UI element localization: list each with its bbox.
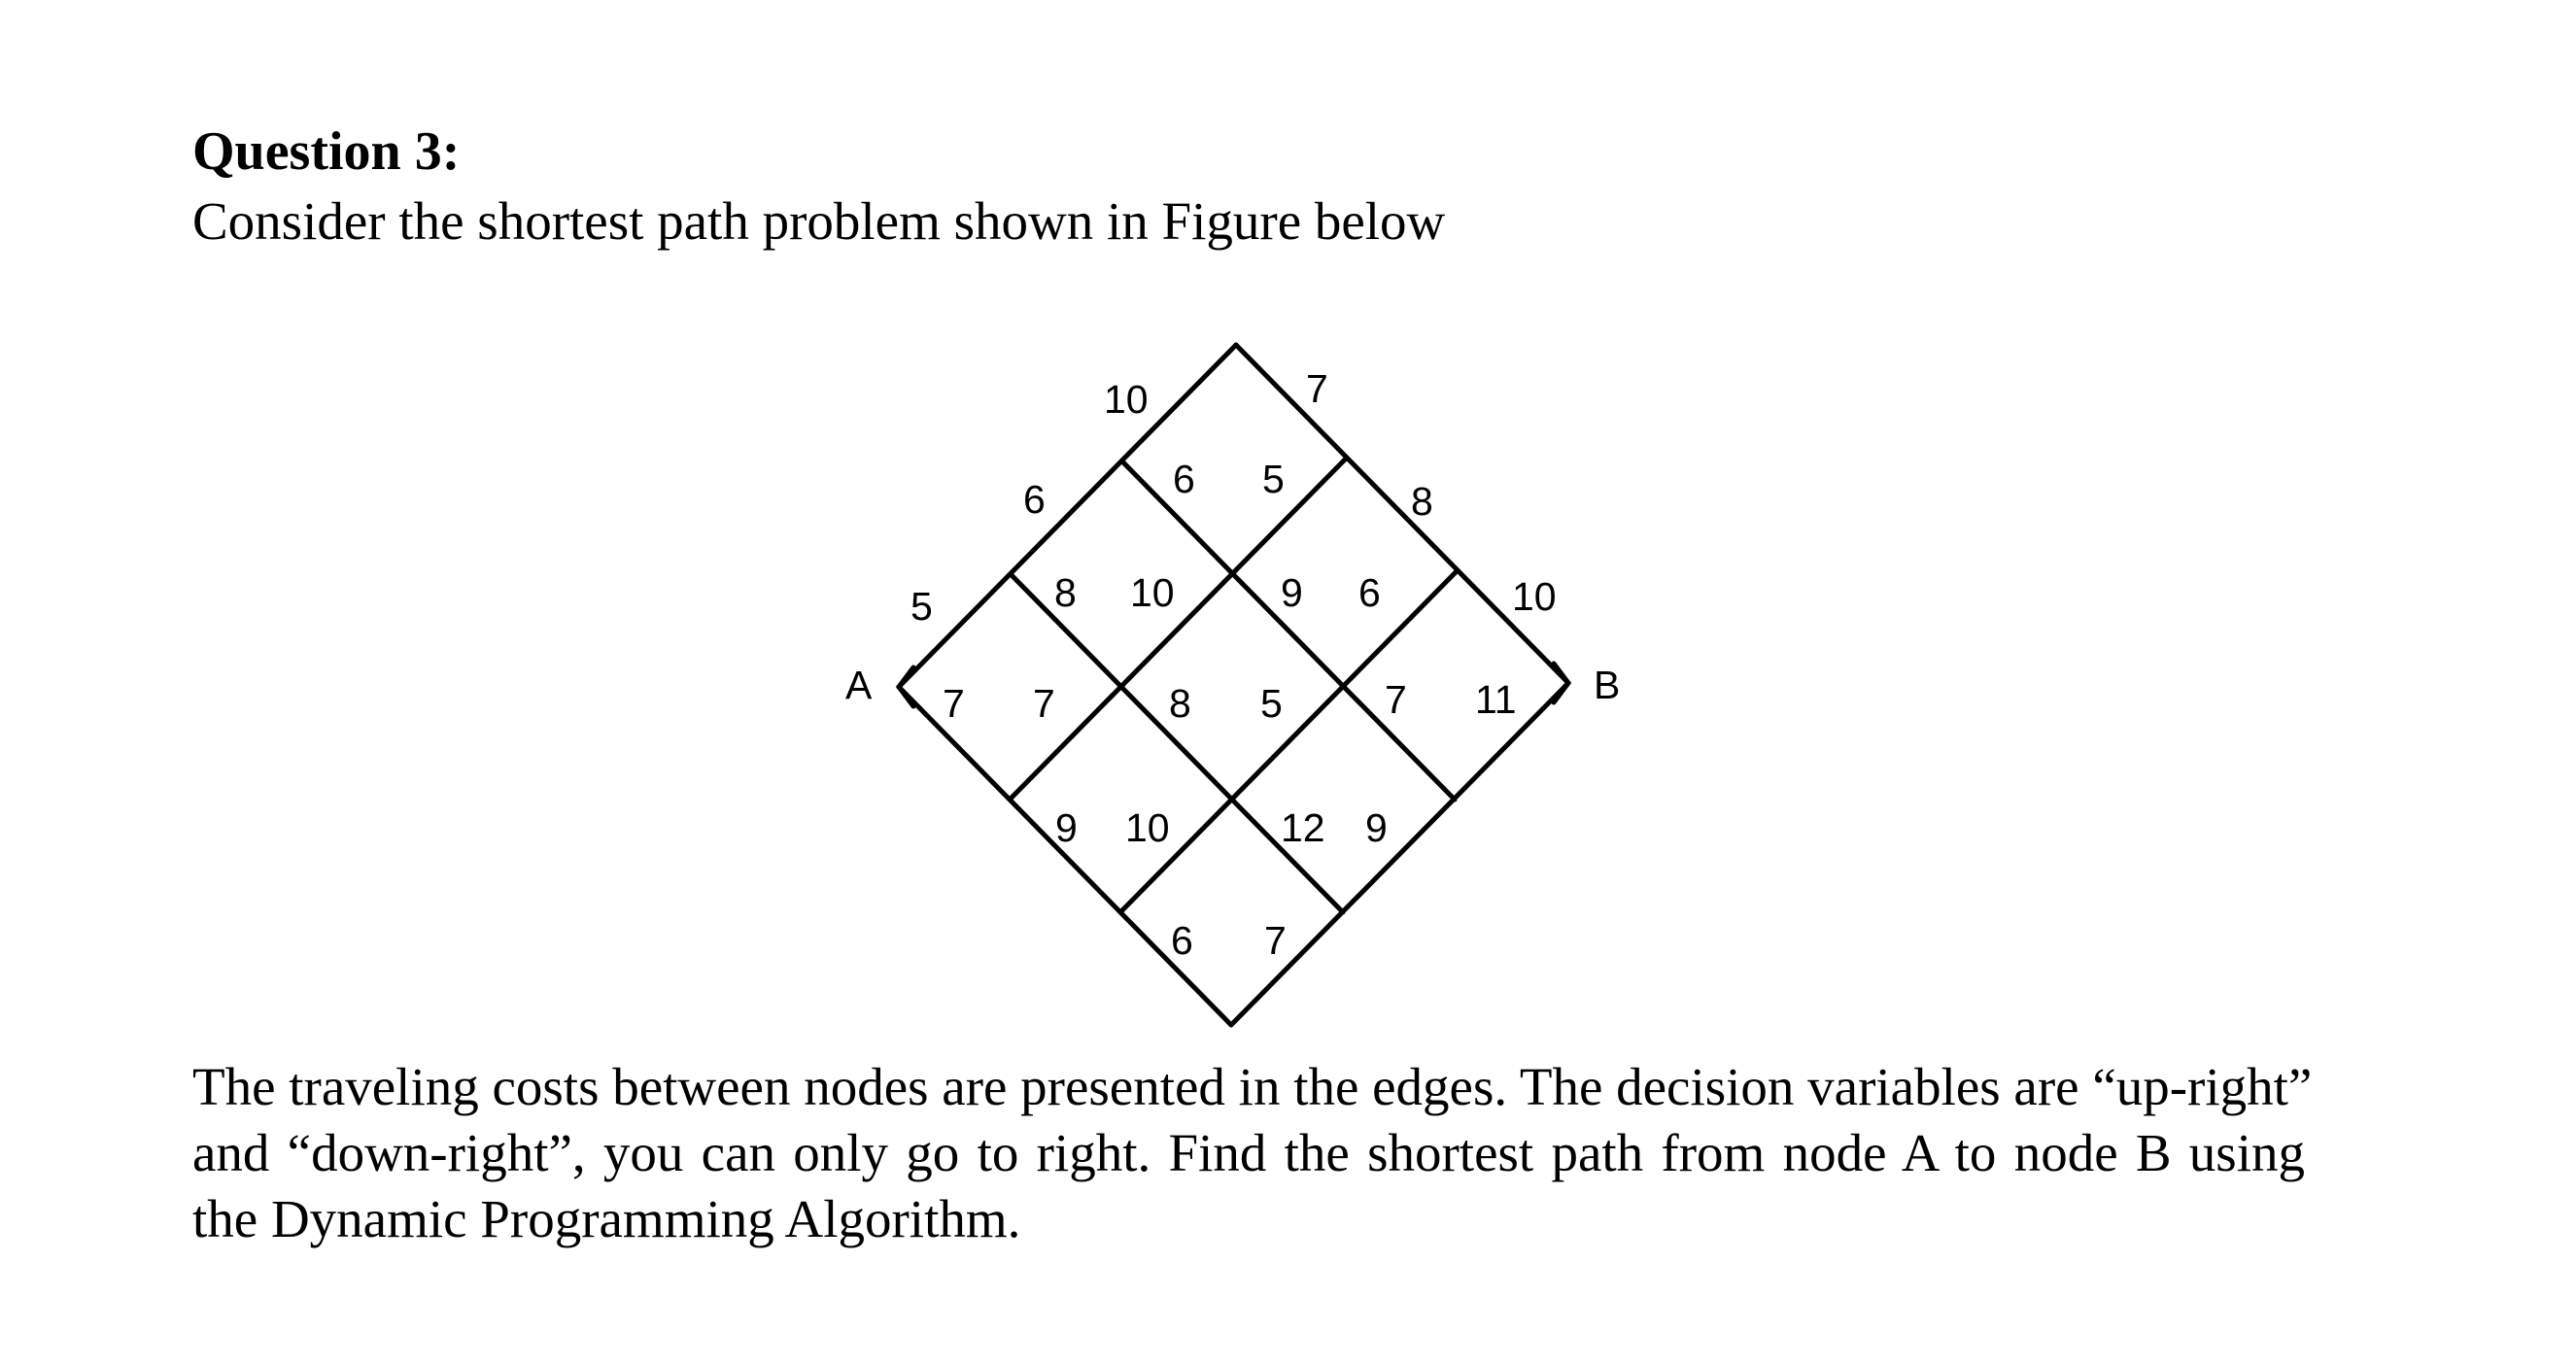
edge-cost-label: 9 (1055, 805, 1078, 850)
edge-cost-label: 7 (1264, 918, 1287, 963)
node-label-b: B (1594, 663, 1621, 707)
edge-cost-label: 7 (1385, 677, 1407, 722)
edge-cost-label: 10 (1125, 805, 1170, 850)
edge-cost-label: 7 (1306, 366, 1328, 411)
question-title: Question 3: (192, 121, 461, 182)
edge-cost-label: 10 (1130, 570, 1175, 615)
edge (1122, 461, 1455, 800)
problem-statement-line: the Dynamic Programming Algorithm. (192, 1189, 1021, 1248)
edge-cost-label: 5 (910, 584, 933, 629)
edge (1011, 574, 1343, 912)
edge (1231, 683, 1568, 1025)
edge-cost-label: 5 (1260, 681, 1283, 726)
edge (899, 687, 1231, 1025)
problem-statement-line: The traveling costs between nodes are presented in the edges. The decision variables are “up-right” (192, 1057, 2313, 1116)
edge-cost-label: 10 (1512, 574, 1557, 619)
edge-cost-label: 8 (1169, 681, 1191, 726)
node-b-marker (1554, 664, 1568, 702)
edge-cost-label: 8 (1411, 479, 1433, 524)
edge-cost-label: 5 (1262, 457, 1285, 501)
edge-cost-label: 10 (1104, 377, 1149, 422)
edge-cost-label: 6 (1358, 570, 1381, 615)
problem-statement (192, 1054, 2312, 1252)
edge-cost-label: 12 (1281, 805, 1325, 850)
edge (899, 345, 1236, 687)
edge-cost-label: 7 (943, 681, 965, 726)
node-label-a: A (845, 663, 873, 707)
problem-statement-line: and “down-right”, you can only go to right. Find the shortest path from node A to node B using (192, 1123, 2305, 1182)
edge (1120, 570, 1458, 912)
node-a-marker (899, 667, 913, 706)
edge-cost-label: 8 (1054, 570, 1077, 615)
edge (1010, 458, 1347, 800)
edge-cost-label: 11 (1475, 677, 1517, 722)
edge-cost-label: 9 (1281, 570, 1303, 615)
edge-cost-label: 6 (1023, 477, 1046, 522)
edge (1236, 345, 1568, 683)
question-intro: Consider the shortest path problem shown in Figure below (192, 191, 1446, 251)
edge-cost-label: 6 (1171, 918, 1193, 963)
edge-cost-label: 6 (1173, 457, 1195, 501)
edge-cost-label: 7 (1033, 681, 1055, 726)
edge-cost-label: 9 (1365, 805, 1388, 850)
